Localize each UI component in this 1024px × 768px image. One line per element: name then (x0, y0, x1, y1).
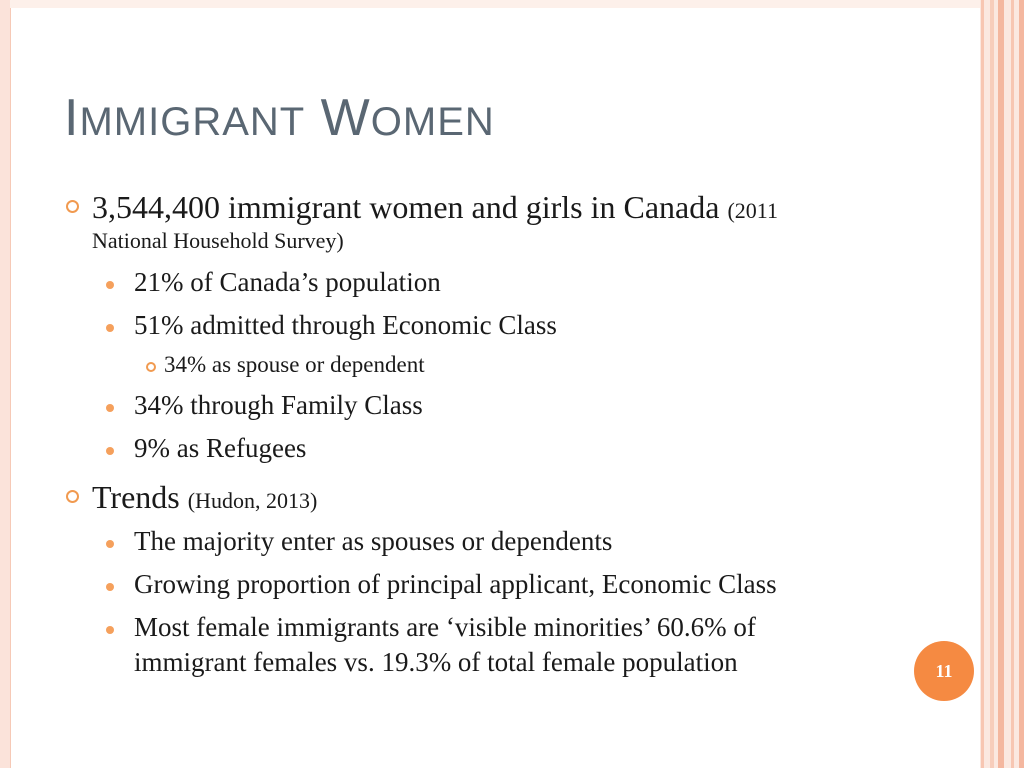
dot-bullet-icon (106, 583, 114, 591)
title-initial: W (320, 89, 371, 147)
sub-sub-bullet: 34% as spouse or dependent (164, 352, 425, 377)
page-number-badge (914, 641, 974, 701)
ring-bullet-icon (146, 362, 156, 372)
ring-bullet-icon (66, 490, 79, 503)
sub-bullet: Growing proportion of principal applicant, Economic Class (134, 569, 777, 599)
sub-bullet-continued: immigrant females vs. 19.3% of total female population (134, 647, 738, 677)
dot-bullet-icon (106, 626, 114, 634)
dot-bullet-icon (106, 447, 114, 455)
dot-bullet-icon (106, 281, 114, 289)
page-number: 11 (935, 660, 953, 681)
dot-bullet-icon (106, 540, 114, 548)
sub-bullet: The majority enter as spouses or dependents (134, 526, 613, 556)
bullet-text: Trends (92, 479, 180, 515)
bullet-note-continued: National Household Survey) (92, 228, 344, 253)
ring-bullet-icon (66, 200, 79, 213)
sub-bullet: 21% of Canada’s population (134, 267, 441, 297)
bullet-note: (2011 (727, 198, 778, 223)
bullet-note: (Hudon, 2013) (187, 488, 318, 513)
sub-bullet: 51% admitted through Economic Class (134, 310, 557, 340)
dot-bullet-icon (106, 404, 114, 412)
title-word-rest: OMEN (370, 100, 495, 144)
bullet-population (92, 188, 778, 226)
title-initial: I (64, 89, 80, 147)
sub-bullet: 9% as Refugees (134, 433, 307, 463)
sub-bullet: Most female immigrants are ‘visible minorities’ 60.6% of (134, 612, 756, 642)
bullet-trends (92, 478, 317, 516)
sub-bullet: 34% through Family Class (134, 390, 423, 420)
title-word-rest: MMIGRANT (79, 100, 306, 144)
dot-bullet-icon (106, 324, 114, 332)
bullet-text: 3,544,400 immigrant women and girls in Canada (92, 189, 720, 225)
